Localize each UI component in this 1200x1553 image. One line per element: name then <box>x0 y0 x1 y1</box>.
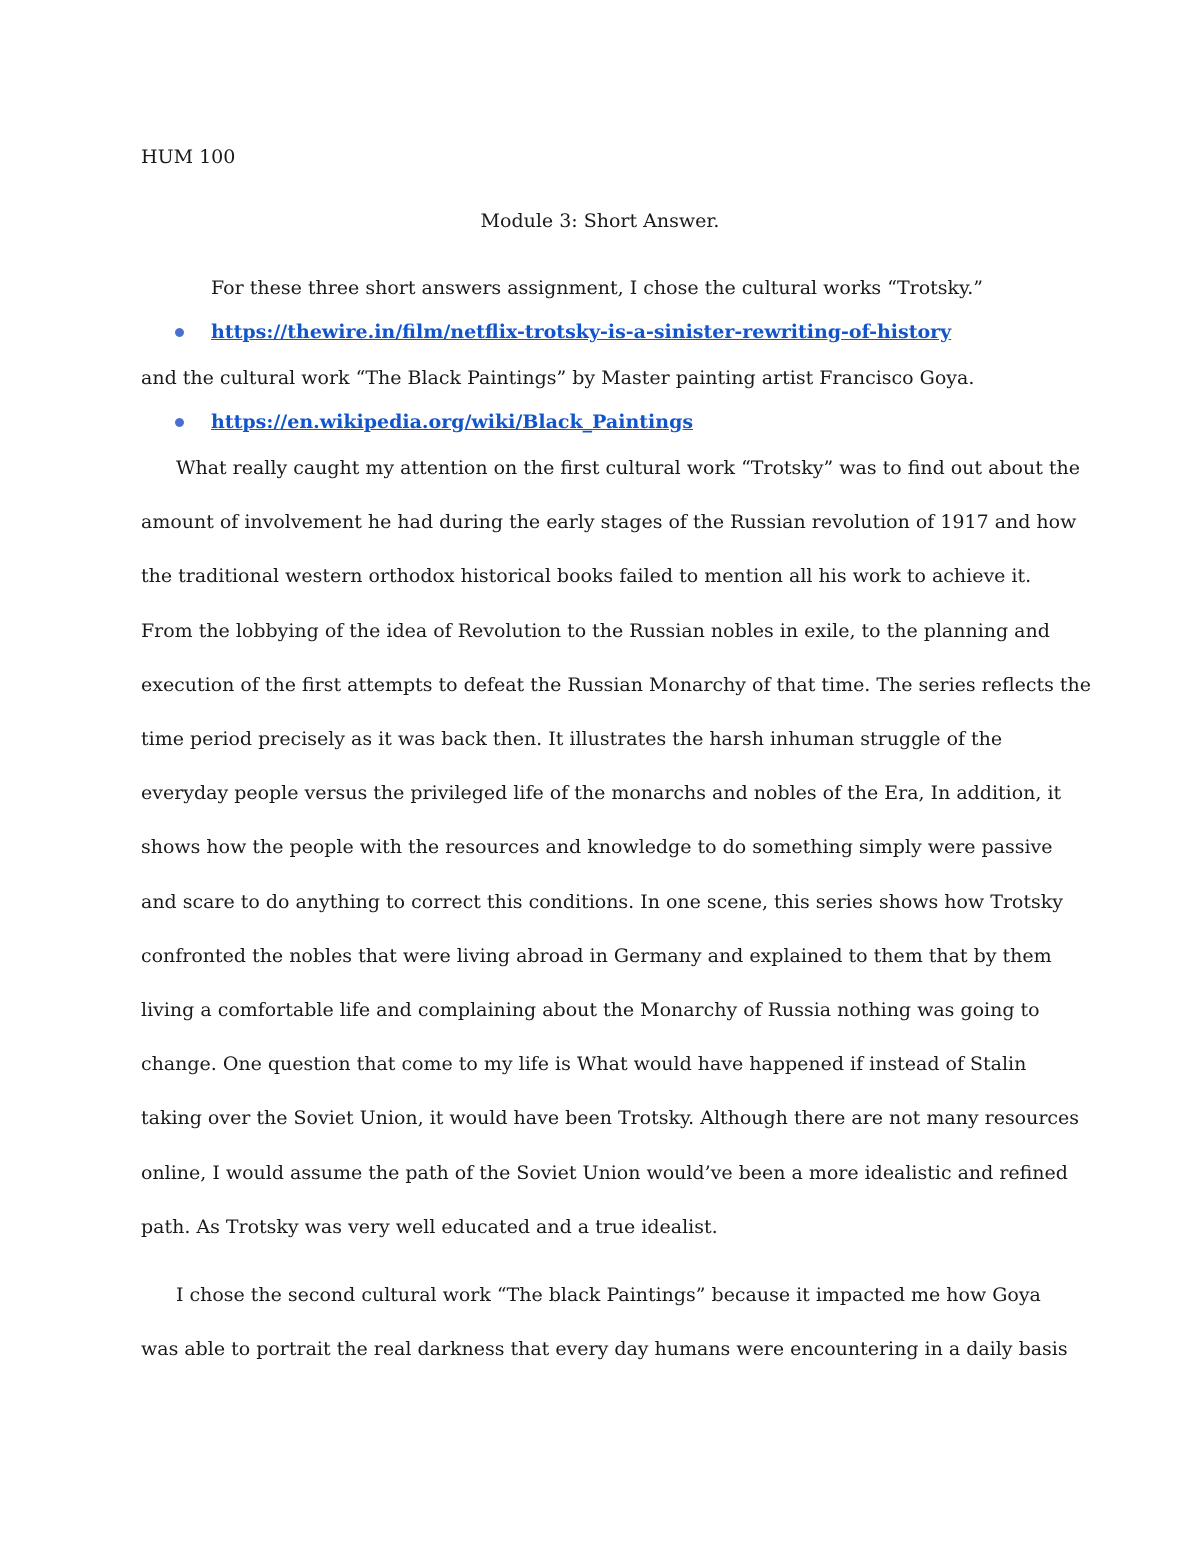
bullet-icon <box>175 418 184 427</box>
paragraph-line: confronted the nobles that were living abroad in Germany and explained to them that by them <box>141 944 1052 967</box>
paragraph-line: From the lobbying of the idea of Revolution to the Russian nobles in exile, to the planning and <box>141 619 1050 642</box>
black-paintings-wiki-link[interactable]: https://en.wikipedia.org/wiki/Black_Paintings <box>211 411 694 433</box>
course-code: HUM 100 <box>141 146 236 168</box>
paragraph-line: execution of the first attempts to defeat the Russian Monarchy of that time. The series reflects the <box>141 673 1091 696</box>
paragraph-line: shows how the people with the resources and knowledge to do something simply were passive <box>141 836 1053 859</box>
paragraph-line: What really caught my attention on the first cultural work “Trotsky” was to find out about the <box>175 457 1080 479</box>
paragraph-line: I chose the second cultural work “The black Paintings” because it impacted me how Goya <box>175 1284 1041 1306</box>
paragraph-line: online, I would assume the path of the Soviet Union would’ve been a more idealistic and refined <box>141 1161 1068 1184</box>
paragraph-line: time period precisely as it was back then. It illustrates the harsh inhuman struggle of the <box>141 728 1003 751</box>
paragraph-line: was able to portrait the real darkness that every day humans were encountering in a daily basis <box>141 1338 1068 1361</box>
black-paintings-intro-line: and the cultural work “The Black Paintings” by Master painting artist Francisco Goya. <box>141 367 975 389</box>
paragraph-black-paintings <box>141 1268 1071 1376</box>
trotsky-article-link[interactable]: https://thewire.in/film/netflix-trotsky-is-a-sinister-rewriting-of-history <box>211 321 952 343</box>
paragraph-trotsky <box>141 441 1091 1254</box>
paragraph-line: living a comfortable life and complaining about the Monarchy of Russia nothing was going to <box>141 999 1040 1022</box>
paragraph-line: taking over the Soviet Union, it would have been Trotsky. Although there are not many resources <box>141 1107 1080 1130</box>
paragraph-line: the traditional western orthodox historical books failed to mention all his work to achieve it. <box>141 565 1032 588</box>
paragraph-line: everyday people versus the privileged life of the monarchs and nobles of the Era, In addition, it <box>141 782 1062 805</box>
intro-sentence: For these three short answers assignment, I chose the cultural works “Trotsky.” <box>211 277 983 299</box>
paragraph-line: change. One question that come to my life is What would have happened if instead of Stalin <box>141 1053 1027 1076</box>
paragraph-line: amount of involvement he had during the early stages of the Russian revolution of 1917 and how <box>141 511 1077 534</box>
paragraph-line: and scare to do anything to correct this conditions. In one scene, this series shows how Trotsky <box>141 890 1063 913</box>
paragraph-line: path. As Trotsky was very well educated and a true idealist. <box>141 1215 718 1238</box>
bullet-icon <box>175 328 184 337</box>
document-title: Module 3: Short Answer. <box>480 210 720 232</box>
